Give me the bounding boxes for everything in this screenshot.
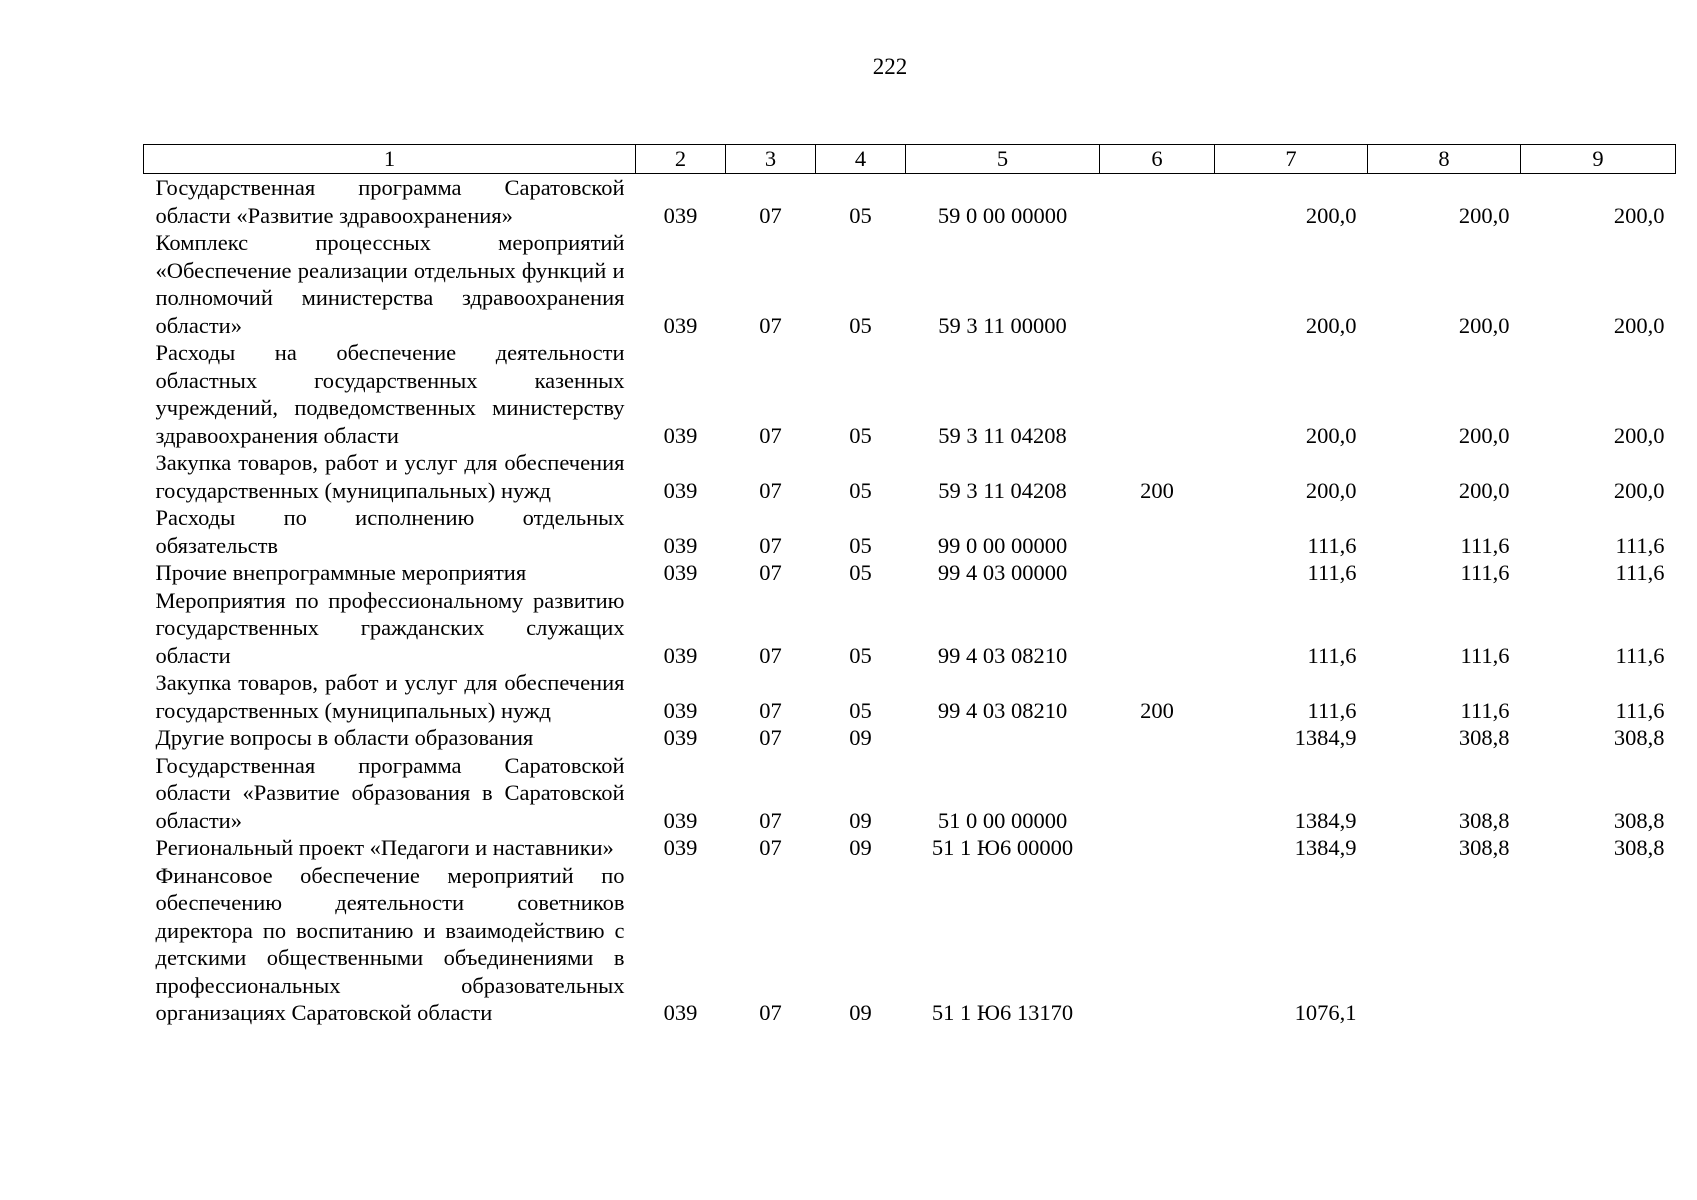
- row-amount-col8: 111,6: [1460, 642, 1510, 668]
- column-header: 7: [1215, 145, 1368, 174]
- row-code-section: 07: [759, 422, 782, 448]
- row-target-article: 59 0 00 00000: [937, 202, 1068, 228]
- table-row: [144, 669, 1676, 724]
- row-amount-col8: 308,8: [1458, 725, 1510, 750]
- table-row: [144, 724, 1676, 752]
- column-header: 3: [726, 145, 816, 174]
- row-code-section: 07: [759, 312, 782, 338]
- row-amount-col9: 111,6: [1615, 532, 1665, 558]
- column-header: 6: [1100, 145, 1215, 174]
- table-row: [144, 834, 1676, 862]
- row-code-admin: 039: [663, 1000, 698, 1025]
- row-amount-col9: 111,6: [1615, 642, 1665, 668]
- row-amount-col7: 1384,9: [1294, 807, 1357, 833]
- row-code-subsection: 05: [849, 560, 872, 585]
- row-amount-col9: 200,0: [1613, 422, 1665, 448]
- row-code-subsection: 09: [849, 807, 872, 833]
- row-amount-col7: 200,0: [1305, 422, 1357, 448]
- table-row: [144, 339, 1676, 449]
- table-header: [144, 145, 1676, 174]
- row-code-admin: 039: [663, 422, 698, 448]
- row-target-article: 99 4 03 08210: [937, 642, 1068, 668]
- column-header: 8: [1368, 145, 1521, 174]
- row-code-section: 07: [759, 642, 782, 668]
- row-amount-col9: [1521, 862, 1676, 1027]
- row-name: Прочие внепрограммные мероприятия: [155, 560, 527, 585]
- row-target-article: 59 3 11 04208: [938, 477, 1067, 503]
- column-header: 1: [144, 145, 636, 174]
- row-amount-col8: [1368, 862, 1521, 1027]
- budget-table: [143, 144, 1676, 1027]
- row-code-subsection: 09: [849, 835, 872, 860]
- row-name: Закупка товаров, работ и услуг для обеспечения государственных (муниципальных) нужд: [155, 670, 625, 723]
- row-code-section: 07: [759, 202, 782, 228]
- row-amount-col8: 200,0: [1458, 422, 1510, 448]
- table-row: [144, 587, 1676, 670]
- row-amount-col9: 308,8: [1613, 835, 1665, 860]
- row-amount-col9: 200,0: [1613, 202, 1665, 228]
- row-amount-col7: 1384,9: [1294, 835, 1357, 860]
- row-name: Расходы по исполнению отдельных обязательств: [155, 505, 625, 558]
- row-code-subsection: 05: [849, 477, 872, 503]
- row-expense-type: 200: [1140, 477, 1174, 503]
- row-code-admin: 039: [663, 532, 698, 558]
- row-code-section: 07: [759, 697, 782, 723]
- row-name: Комплекс процессных мероприятий «Обеспечение реализации отдельных функций и полномочий министерства здравоохранения области»: [155, 230, 625, 338]
- row-expense-type: [1100, 559, 1215, 587]
- row-name: Закупка товаров, работ и услуг для обеспечения государственных (муниципальных) нужд: [155, 450, 625, 503]
- row-name: Финансовое обеспечение мероприятий по обеспечению деятельности советников директора по воспитанию и взаимодействию с детскими общественными объединениями в профессиональных образовательных организациях Саратовской области: [155, 862, 625, 1025]
- row-amount-col7: 111,6: [1307, 560, 1357, 585]
- row-amount-col9: 308,8: [1613, 725, 1665, 750]
- row-code-subsection: 05: [849, 422, 872, 448]
- table-row: [144, 449, 1676, 504]
- row-code-section: 07: [759, 1000, 782, 1025]
- row-amount-col7: 1076,1: [1294, 1000, 1357, 1025]
- row-code-admin: 039: [663, 477, 698, 503]
- row-amount-col7: 111,6: [1307, 532, 1357, 558]
- row-expense-type: [1100, 174, 1215, 230]
- row-amount-col8: 200,0: [1458, 312, 1510, 338]
- row-code-admin: 039: [663, 697, 698, 723]
- page-number: 222: [872, 54, 908, 79]
- row-name: Другие вопросы в области образования: [155, 725, 534, 750]
- row-target-article: [906, 724, 1100, 752]
- table-row: [144, 862, 1676, 1027]
- row-expense-type: [1100, 339, 1215, 449]
- column-header: 4: [816, 145, 906, 174]
- row-code-section: 07: [759, 807, 782, 833]
- column-header: 9: [1521, 145, 1676, 174]
- row-amount-col7: 200,0: [1305, 477, 1357, 503]
- row-code-admin: 039: [663, 642, 698, 668]
- row-code-admin: 039: [663, 835, 698, 860]
- row-amount-col9: 308,8: [1613, 807, 1665, 833]
- row-target-article: 51 1 Ю6 13170: [931, 1000, 1074, 1025]
- row-expense-type: [1100, 834, 1215, 862]
- row-expense-type: [1100, 862, 1215, 1027]
- row-name: Региональный проект «Педагоги и наставники»: [155, 835, 614, 860]
- row-code-admin: 039: [663, 560, 698, 585]
- table-row: [144, 752, 1676, 835]
- row-amount-col9: 200,0: [1613, 477, 1665, 503]
- row-code-section: 07: [759, 532, 782, 558]
- row-code-subsection: 05: [849, 202, 872, 228]
- row-amount-col9: 111,6: [1615, 697, 1665, 723]
- row-name: Расходы на обеспечение деятельности областных государственных казенных учреждений, подведомственных министерству здравоохранения области: [155, 340, 625, 448]
- row-code-admin: 039: [663, 202, 698, 228]
- table-row: [144, 174, 1676, 230]
- row-amount-col8: 308,8: [1458, 807, 1510, 833]
- row-expense-type: 200: [1140, 697, 1174, 723]
- row-expense-type: [1100, 504, 1215, 559]
- row-name: Государственная программа Саратовской области «Развитие здравоохранения»: [155, 175, 625, 228]
- row-code-admin: 039: [663, 725, 698, 750]
- row-amount-col8: 308,8: [1458, 835, 1510, 860]
- column-header: 5: [906, 145, 1100, 174]
- header-row: [144, 145, 1676, 174]
- row-code-section: 07: [759, 560, 782, 585]
- row-amount-col8: 111,6: [1460, 532, 1510, 558]
- row-code-subsection: 05: [849, 532, 872, 558]
- row-code-section: 07: [759, 725, 782, 750]
- table-row: [144, 229, 1676, 339]
- table-row: [144, 504, 1676, 559]
- row-code-section: 07: [759, 835, 782, 860]
- row-code-subsection: 09: [849, 725, 872, 750]
- row-amount-col8: 111,6: [1460, 697, 1510, 723]
- row-expense-type: [1100, 229, 1215, 339]
- row-code-admin: 039: [663, 807, 698, 833]
- row-expense-type: [1100, 587, 1215, 670]
- row-target-article: 59 3 11 00000: [938, 312, 1067, 338]
- row-target-article: 51 1 Ю6 00000: [931, 835, 1074, 860]
- row-code-subsection: 05: [849, 697, 872, 723]
- row-amount-col7: 111,6: [1307, 642, 1357, 668]
- row-amount-col9: 200,0: [1613, 312, 1665, 338]
- row-amount-col8: 200,0: [1458, 477, 1510, 503]
- row-target-article: 99 4 03 00000: [937, 560, 1068, 585]
- row-amount-col9: 111,6: [1615, 560, 1665, 585]
- row-name: Мероприятия по профессиональному развитию государственных гражданских служащих области: [155, 587, 625, 668]
- row-target-article: 99 4 03 08210: [937, 697, 1068, 723]
- row-code-admin: 039: [663, 312, 698, 338]
- row-target-article: 59 3 11 04208: [938, 422, 1067, 448]
- table-row: [144, 559, 1676, 587]
- row-amount-col7: 200,0: [1305, 312, 1357, 338]
- column-header: 2: [636, 145, 726, 174]
- row-code-subsection: 09: [849, 1000, 872, 1025]
- row-expense-type: [1100, 724, 1215, 752]
- row-amount-col8: 111,6: [1460, 560, 1510, 585]
- row-amount-col8: 200,0: [1458, 202, 1510, 228]
- row-target-article: 99 0 00 00000: [937, 532, 1068, 558]
- row-code-section: 07: [759, 477, 782, 503]
- row-amount-col7: 200,0: [1305, 202, 1357, 228]
- row-amount-col7: 111,6: [1307, 697, 1357, 723]
- row-code-subsection: 05: [849, 312, 872, 338]
- row-expense-type: [1100, 752, 1215, 835]
- row-amount-col7: 1384,9: [1294, 725, 1357, 750]
- row-code-subsection: 05: [849, 642, 872, 668]
- row-name: Государственная программа Саратовской области «Развитие образования в Саратовской области»: [155, 752, 625, 833]
- row-target-article: 51 0 00 00000: [937, 807, 1068, 833]
- table-body: [144, 174, 1676, 1027]
